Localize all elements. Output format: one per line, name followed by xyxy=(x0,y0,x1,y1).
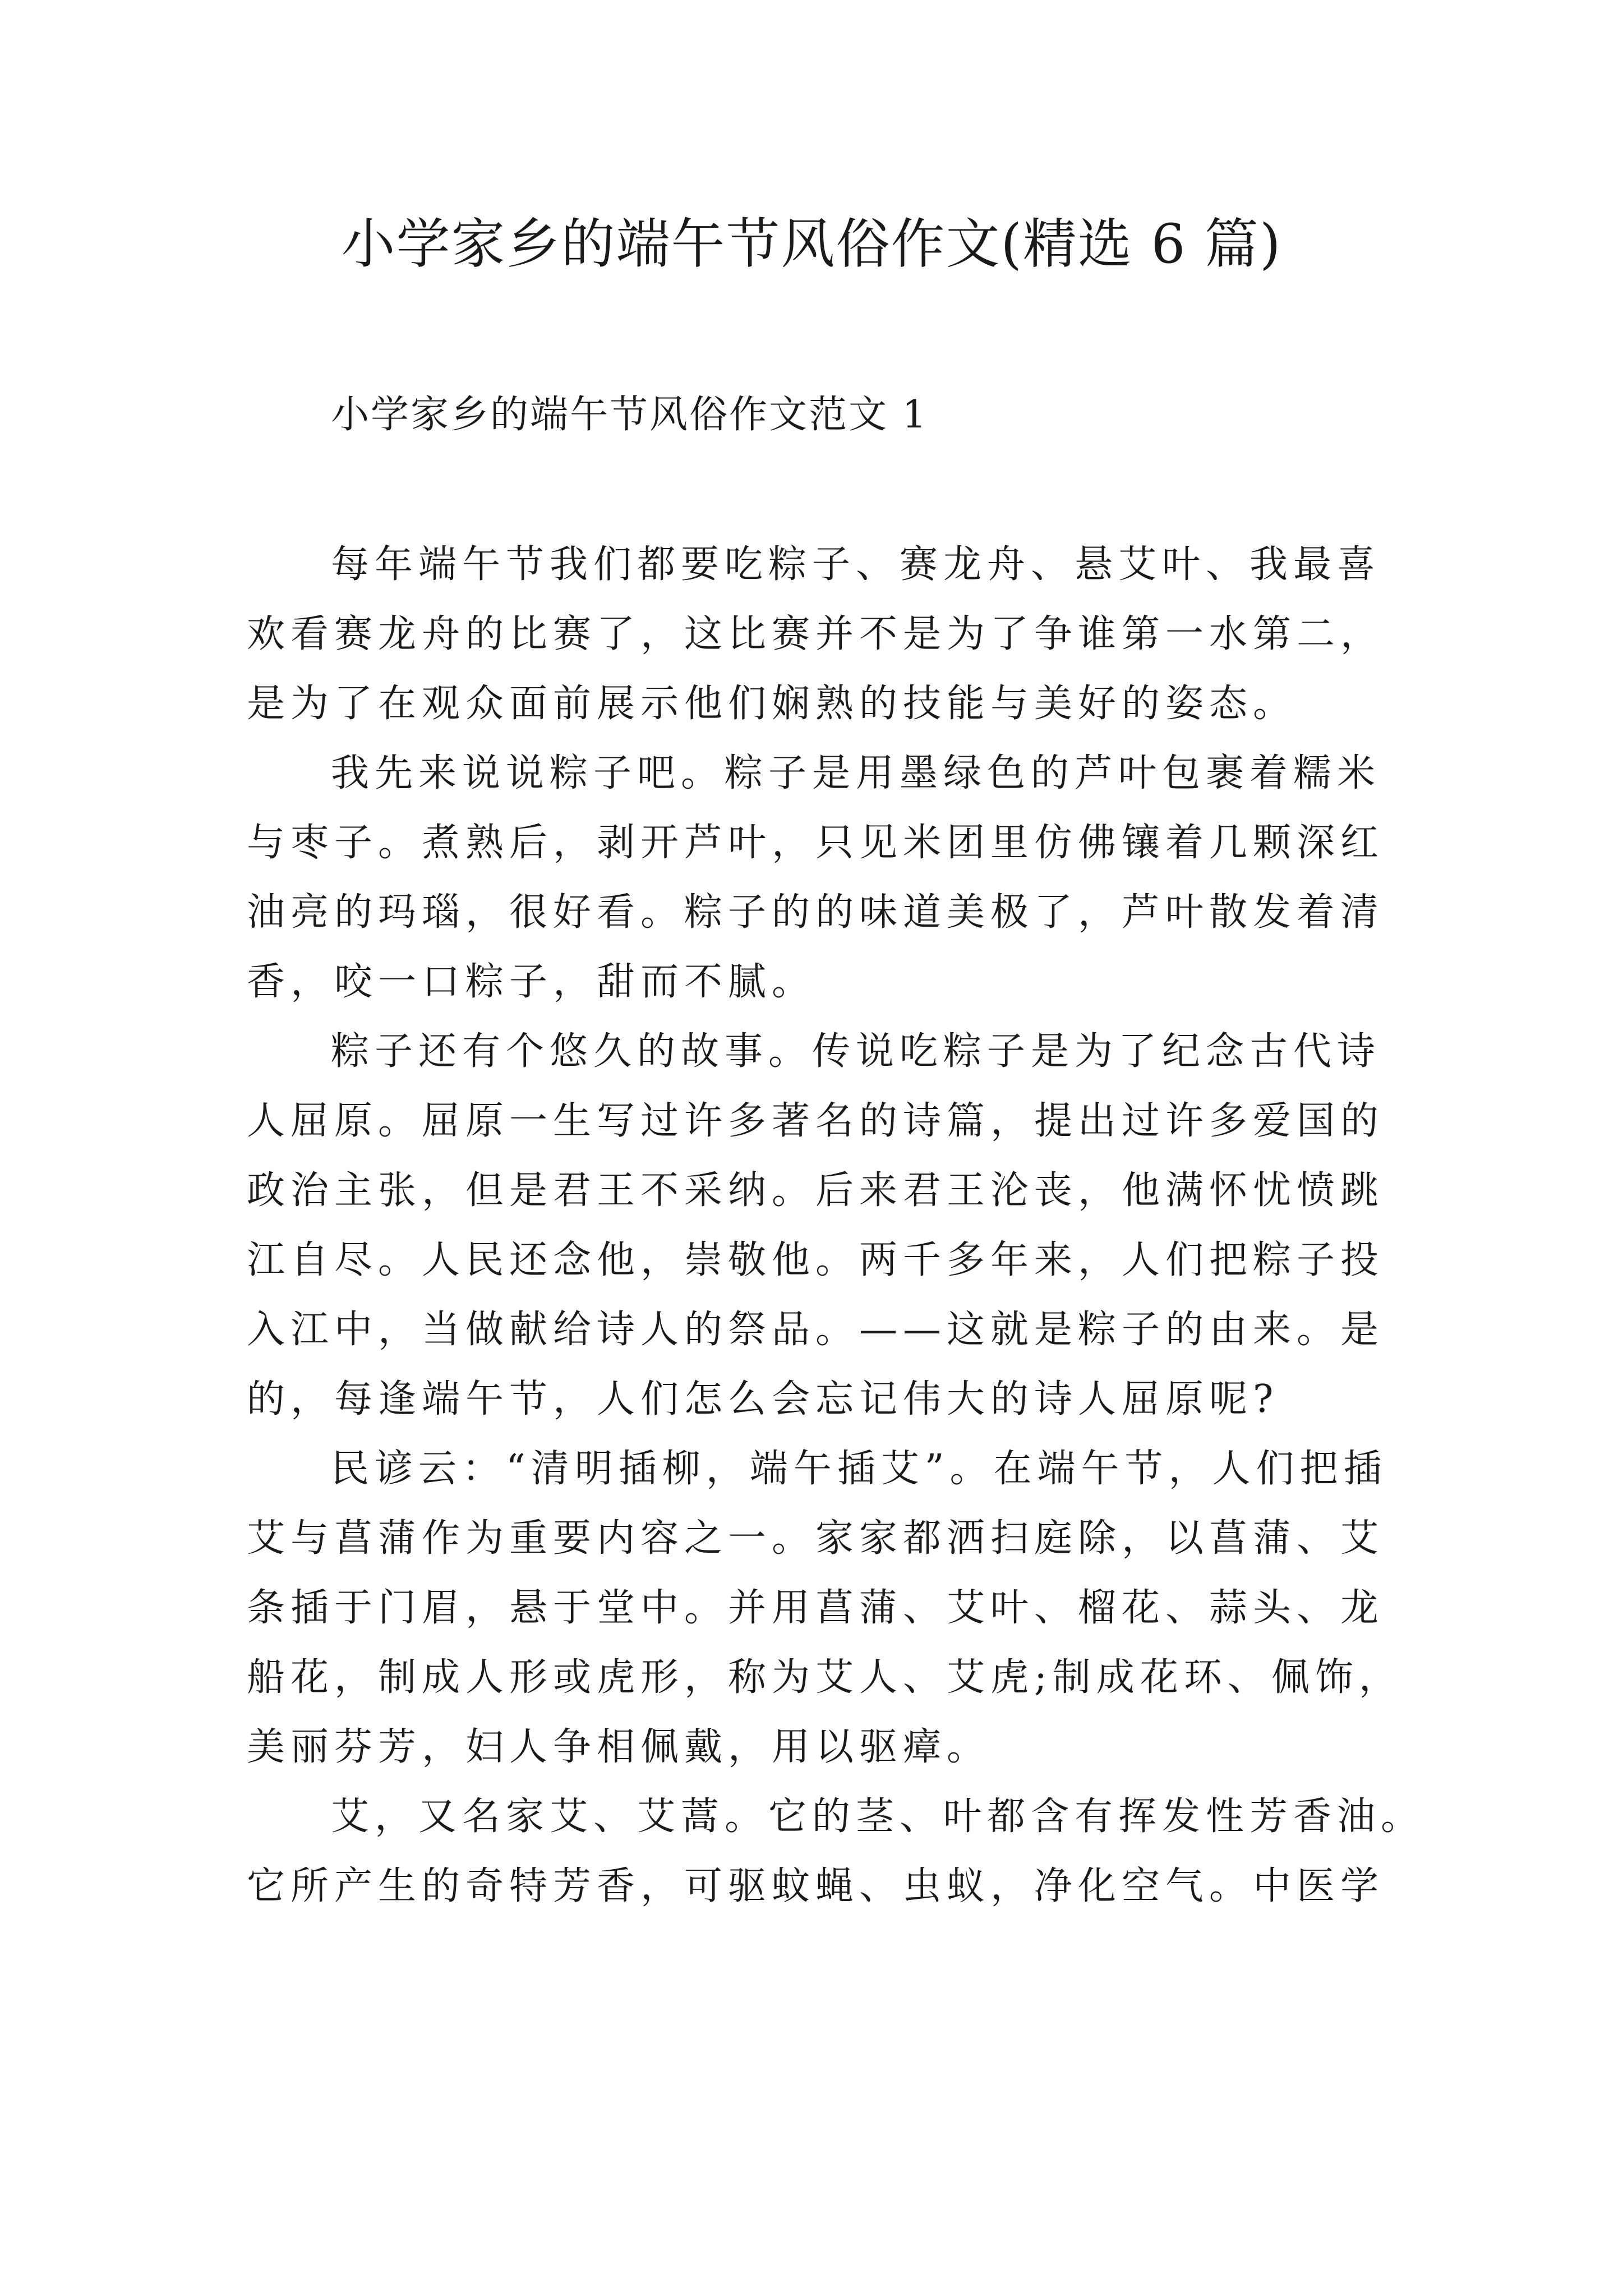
text-line: 香，咬一口粽子，甜而不腻。 xyxy=(247,960,816,1004)
text-line: 艾，又名家艾、艾蒿。它的茎、叶都含有挥发性芳香油。 xyxy=(331,1795,1425,1839)
text-line: 江自尽。人民还念他，崇敬他。两千多年来，人们把粽子投 xyxy=(247,1238,1385,1282)
paragraph xyxy=(247,1782,1425,1921)
text-line: 条插于门眉，悬于堂中。并用菖蒲、艾叶、榴花、蒜头、龙 xyxy=(247,1586,1385,1630)
text-line: 它所产生的奇特芳香，可驱蚊蝇、虫蚁，净化空气。中医学 xyxy=(247,1864,1385,1908)
paragraph xyxy=(247,1017,1385,1434)
section-heading: 小学家乡的端午节风俗作文范文 1 xyxy=(331,393,928,437)
text-line: 民谚云：“清明插柳，端午插艾”。在端午节，人们把插 xyxy=(331,1447,1387,1491)
text-line: 欢看赛龙舟的比赛了，这比赛并不是为了争谁第一水第二， xyxy=(247,612,1385,656)
text-line: 船花，制成人形或虎形，称为艾人、艾虎;制成花环、佩饰， xyxy=(247,1655,1403,1700)
text-line: 的，每逢端午节，人们怎么会忘记伟大的诗人屈原呢? xyxy=(247,1377,1279,1421)
paragraph xyxy=(247,1434,1403,1782)
document-body xyxy=(247,530,1425,1921)
text-line: 政治主张，但是君王不采纳。后来君王沦丧，他满怀忧愤跳 xyxy=(247,1168,1385,1213)
text-line: 艾与菖蒲作为重要内容之一。家家都洒扫庭除，以菖蒲、艾 xyxy=(247,1516,1385,1561)
text-line: 入江中，当做献给诗人的祭品。——这就是粽子的由来。是 xyxy=(247,1308,1385,1352)
text-line: 是为了在观众面前展示他们娴熟的技能与美好的姿态。 xyxy=(247,682,1297,726)
text-line: 粽子还有个悠久的故事。传说吃粽子是为了纪念古代诗 xyxy=(331,1029,1381,1074)
document-title: 小学家乡的端午节风俗作文(精选 6 篇) xyxy=(341,213,1282,275)
text-line: 每年端午节我们都要吃粽子、赛龙舟、悬艾叶、我最喜 xyxy=(331,542,1381,587)
text-line: 与枣子。煮熟后，剥开芦叶，只见米团里仿佛镶着几颗深红 xyxy=(247,821,1385,865)
paragraph xyxy=(247,530,1385,739)
text-line: 美丽芬芳，妇人争相佩戴，用以驱瘴。 xyxy=(247,1725,991,1769)
paragraph xyxy=(247,739,1385,1017)
text-line: 人屈原。屈原一生写过许多著名的诗篇，提出过许多爱国的 xyxy=(247,1099,1385,1143)
text-line: 我先来说说粽子吧。粽子是用墨绿色的芦叶包裹着糯米 xyxy=(331,751,1381,795)
text-line: 油亮的玛瑙，很好看。粽子的的味道美极了，芦叶散发着清 xyxy=(247,890,1385,935)
